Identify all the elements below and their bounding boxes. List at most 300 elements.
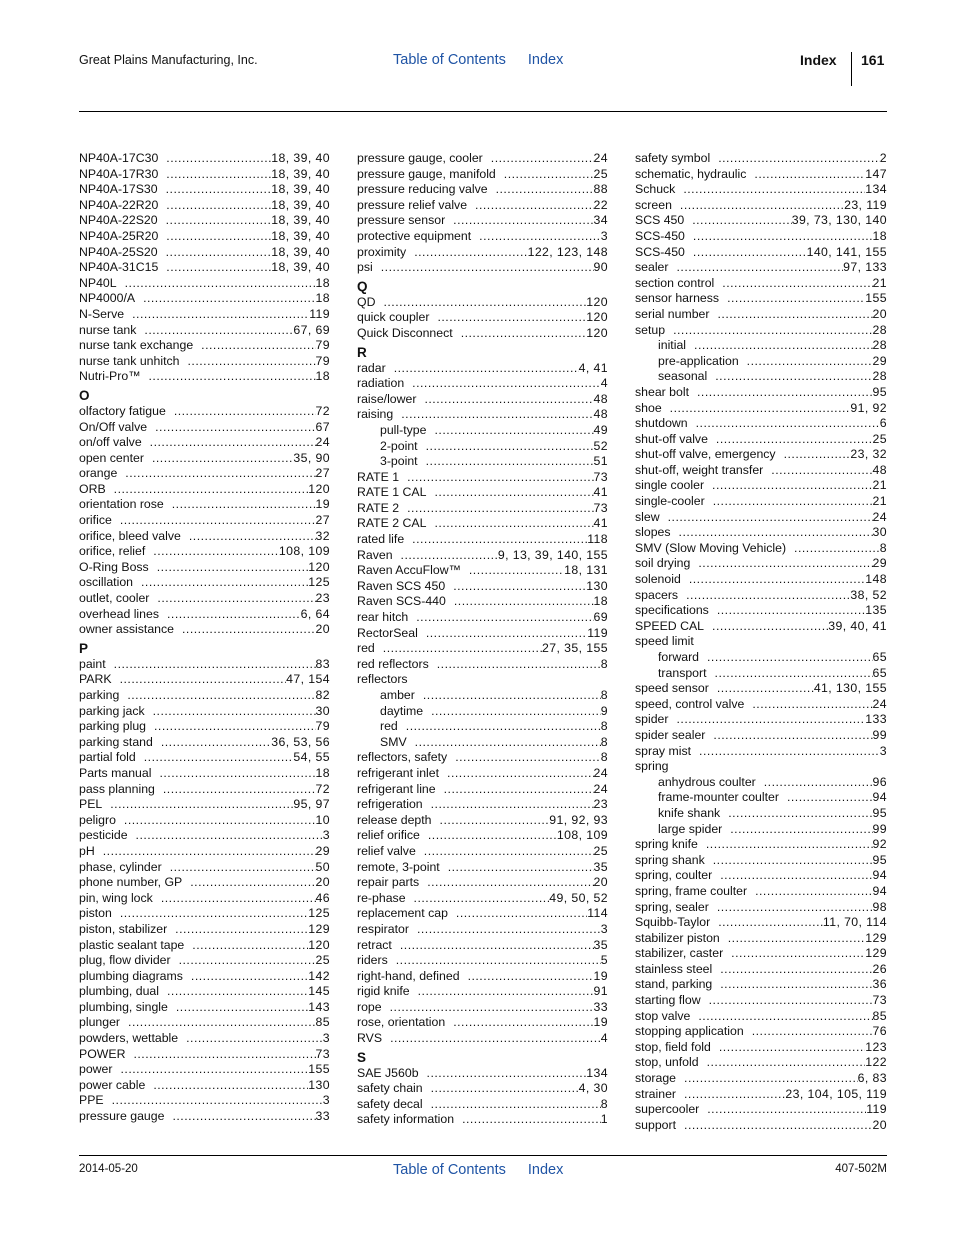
- page-references[interactable]: 19: [593, 1015, 608, 1030]
- page-references[interactable]: 50: [315, 859, 330, 874]
- page-references[interactable]: 20: [315, 875, 330, 890]
- dot-leader: [166, 151, 271, 167]
- page-references[interactable]: 8: [600, 688, 608, 702]
- index-entry: [635, 1102, 887, 1118]
- index-term: orifice, relief: [79, 544, 146, 559]
- page-references[interactable]: 51: [593, 454, 608, 469]
- page-references[interactable]: 18, 39, 40: [271, 213, 330, 228]
- page-references[interactable]: 9: [600, 703, 608, 718]
- dot-leader: [712, 478, 872, 494]
- page-references[interactable]: 130: [586, 578, 608, 593]
- page-references[interactable]: 26: [872, 961, 887, 976]
- page-references[interactable]: 49, 50, 52: [549, 890, 608, 905]
- index-term: NP40A-22R20: [79, 197, 159, 212]
- index-term: orientation rose: [79, 497, 164, 512]
- page-references[interactable]: 120: [308, 559, 330, 574]
- index-term: large spider: [658, 821, 723, 836]
- page-references[interactable]: 4: [600, 376, 608, 391]
- page-references[interactable]: 6, 64: [300, 606, 330, 621]
- index-entry: [635, 229, 887, 245]
- index-term: frame-mounter coulter: [658, 790, 779, 805]
- page-references[interactable]: 30: [872, 525, 887, 540]
- page-references[interactable]: 82: [315, 688, 330, 702]
- index-entry: [357, 548, 608, 564]
- page-references[interactable]: 73: [872, 993, 887, 1008]
- page-references[interactable]: 6, 83: [857, 1071, 887, 1086]
- page-references[interactable]: 18, 39, 40: [271, 197, 330, 212]
- page-references[interactable]: 97, 133: [843, 260, 887, 275]
- index-term: refrigerant line: [357, 781, 436, 796]
- page-references[interactable]: 29: [872, 353, 887, 368]
- page-references[interactable]: 18: [872, 228, 887, 243]
- page-references[interactable]: 122: [865, 1055, 887, 1070]
- dot-leader: [707, 1102, 866, 1118]
- page-references[interactable]: 72: [315, 781, 330, 796]
- page-references[interactable]: 88: [593, 182, 608, 197]
- page-references[interactable]: 18: [315, 765, 330, 780]
- page-references[interactable]: 35: [593, 859, 608, 874]
- page-references[interactable]: 32: [315, 528, 330, 543]
- page-references[interactable]: 24: [315, 435, 330, 450]
- index-entry: [79, 291, 330, 307]
- index-term: nurse tank exchange: [79, 338, 194, 353]
- index-entry: [79, 1047, 330, 1063]
- page-references[interactable]: 27, 35, 155: [542, 641, 608, 656]
- page-references[interactable]: 129: [865, 946, 887, 961]
- index-entry: [79, 276, 330, 292]
- page-references[interactable]: 148: [865, 572, 887, 587]
- page-references[interactable]: 4, 30: [578, 1081, 608, 1096]
- page-references[interactable]: 119: [309, 306, 330, 321]
- page-references[interactable]: 65: [872, 650, 887, 664]
- page-references[interactable]: 38, 52: [850, 587, 887, 602]
- page-references[interactable]: 29: [315, 843, 330, 858]
- dot-leader: [120, 906, 308, 922]
- page-references[interactable]: 36: [872, 977, 887, 992]
- page-references[interactable]: 3: [600, 228, 608, 243]
- dot-leader: [127, 688, 315, 704]
- page-references[interactable]: 91, 92: [850, 400, 887, 415]
- page-references[interactable]: 94: [872, 883, 887, 898]
- page-references[interactable]: 85: [872, 1008, 887, 1023]
- page-references[interactable]: 24: [593, 781, 608, 796]
- index-entry: [357, 938, 608, 954]
- index-subentry: [635, 806, 887, 822]
- page-references[interactable]: 8: [600, 734, 608, 749]
- page-references[interactable]: 143: [308, 999, 330, 1014]
- index-entry: [79, 323, 330, 339]
- page-references[interactable]: 30: [315, 703, 330, 718]
- page-references[interactable]: 134: [865, 182, 887, 197]
- page-references[interactable]: 108, 109: [556, 828, 608, 843]
- page-references[interactable]: 48: [872, 462, 887, 477]
- page-references[interactable]: 25: [593, 166, 608, 181]
- page-references[interactable]: 8: [600, 1096, 608, 1111]
- index-letter-heading: O: [79, 387, 90, 403]
- page-references[interactable]: 49: [593, 422, 608, 437]
- page-references[interactable]: 19: [315, 497, 330, 512]
- page-references[interactable]: 129: [865, 930, 887, 945]
- page-references[interactable]: 142: [308, 968, 330, 983]
- index-entry: [635, 432, 887, 448]
- page-references[interactable]: 21: [872, 494, 887, 509]
- page-references[interactable]: 133: [865, 712, 887, 727]
- index-term: RATE 1 CAL: [357, 485, 427, 500]
- page-references[interactable]: 6: [879, 416, 887, 431]
- page-references[interactable]: 73: [593, 500, 608, 515]
- page-references[interactable]: 108, 109: [278, 544, 330, 559]
- dot-leader: [418, 984, 594, 1000]
- dot-leader: [713, 853, 873, 869]
- page-references[interactable]: 48: [593, 407, 608, 422]
- page-references[interactable]: 73: [593, 469, 608, 484]
- page-references[interactable]: 27: [315, 466, 330, 481]
- page-references[interactable]: 83: [315, 656, 330, 671]
- page-references[interactable]: 35: [593, 937, 608, 952]
- page-references[interactable]: 125: [308, 575, 330, 590]
- page-references[interactable]: 91, 92, 93: [549, 812, 608, 827]
- dot-leader: [153, 704, 316, 720]
- dot-leader: [103, 844, 316, 860]
- index-term: Raven: [357, 547, 393, 562]
- page-references[interactable]: 72: [315, 403, 330, 418]
- dot-leader: [182, 622, 316, 638]
- page-references[interactable]: 130: [308, 1077, 330, 1092]
- index-term: SMV: [380, 734, 407, 749]
- page-references[interactable]: 65: [872, 665, 887, 680]
- index-entry: [635, 416, 887, 432]
- dot-leader: [683, 182, 865, 198]
- page-references[interactable]: 46: [315, 890, 330, 905]
- page-references[interactable]: 85: [315, 1015, 330, 1030]
- dot-leader: [448, 860, 594, 876]
- index-entry: [357, 610, 608, 626]
- index-entry: [635, 588, 887, 604]
- dot-leader: [157, 560, 309, 576]
- index-term: NP40A-31C15: [79, 260, 159, 275]
- page-references[interactable]: 18, 131: [564, 563, 608, 578]
- page-references[interactable]: 120: [586, 294, 608, 309]
- dot-leader: [718, 915, 823, 931]
- index-term: shoe: [635, 400, 662, 415]
- page-references[interactable]: 20: [872, 306, 887, 321]
- dot-leader: [424, 844, 594, 860]
- page-references[interactable]: 52: [593, 438, 608, 453]
- page-references[interactable]: 95: [872, 384, 887, 399]
- page-references[interactable]: 95, 97: [293, 797, 330, 812]
- index-term: soil drying: [635, 556, 691, 571]
- page-references[interactable]: 24: [872, 696, 887, 711]
- dot-leader: [431, 1081, 579, 1097]
- index-entry: [635, 198, 887, 214]
- page-references[interactable]: 8: [600, 656, 608, 671]
- dot-leader: [437, 657, 601, 673]
- index-letter-heading: R: [357, 344, 367, 360]
- page-references[interactable]: 94: [872, 868, 887, 883]
- index-entry: [357, 310, 608, 326]
- dot-leader: [444, 782, 594, 798]
- page-references[interactable]: 47, 154: [286, 672, 330, 687]
- index-term: speed, control valve: [635, 696, 745, 711]
- page-references[interactable]: 145: [308, 984, 330, 999]
- index-entry: [357, 182, 608, 198]
- page-references[interactable]: 19: [593, 968, 608, 983]
- page-references[interactable]: 29: [872, 556, 887, 571]
- page-references[interactable]: 27: [315, 513, 330, 528]
- dot-leader: [128, 1015, 315, 1031]
- page-references[interactable]: 8: [600, 719, 608, 734]
- page-references[interactable]: 33: [315, 1109, 330, 1124]
- page-references[interactable]: 11, 70, 114: [822, 915, 887, 930]
- page-references[interactable]: 28: [872, 322, 887, 337]
- index-entry: [357, 657, 608, 673]
- footer-nav: [393, 1162, 581, 1178]
- page-references[interactable]: 3: [322, 1031, 330, 1046]
- page-references[interactable]: 23, 32: [850, 447, 887, 462]
- page-references[interactable]: 54, 55: [293, 750, 330, 765]
- index-entry: [79, 369, 330, 385]
- page-references[interactable]: 35, 90: [293, 450, 330, 465]
- page-references[interactable]: 18: [315, 369, 330, 384]
- page-references[interactable]: 39, 40, 41: [828, 618, 887, 633]
- page-references[interactable]: 76: [872, 1024, 887, 1039]
- index-entry: [635, 837, 887, 853]
- index-entry: [635, 167, 887, 183]
- page-references[interactable]: 120: [308, 481, 330, 496]
- page-references[interactable]: 95: [872, 805, 887, 820]
- index-entry: [635, 634, 887, 650]
- index-subentry: [635, 338, 887, 354]
- page-references[interactable]: 147: [865, 166, 887, 181]
- page-references[interactable]: 24: [872, 509, 887, 524]
- index-link[interactable]: Index: [527, 1162, 564, 1178]
- page-references[interactable]: 23: [315, 591, 330, 606]
- dot-leader: [186, 1031, 323, 1047]
- index-term: relief orifice: [357, 828, 420, 843]
- page-references[interactable]: 24: [593, 151, 608, 165]
- page-references[interactable]: 25: [872, 431, 887, 446]
- page-references[interactable]: 28: [872, 369, 887, 384]
- index-entry: [357, 844, 608, 860]
- page-references[interactable]: 125: [308, 906, 330, 921]
- dot-leader: [752, 1024, 873, 1040]
- index-term: safety information: [357, 1112, 455, 1127]
- index-entry: [79, 1109, 330, 1125]
- index-entry: [357, 828, 608, 844]
- page-references[interactable]: 18, 39, 40: [271, 228, 330, 243]
- page-references[interactable]: 3: [879, 743, 887, 758]
- page-references[interactable]: 73: [315, 1046, 330, 1061]
- index-entry: [357, 969, 608, 985]
- page-references[interactable]: 34: [593, 213, 608, 228]
- page-references[interactable]: 41: [593, 516, 608, 531]
- index-entry: [79, 338, 330, 354]
- page-references[interactable]: 120: [586, 325, 608, 340]
- index-entry: [79, 622, 330, 638]
- index-term: plastic sealant tape: [79, 937, 185, 952]
- page-references[interactable]: 8: [879, 540, 887, 555]
- index-term: orifice, bleed valve: [79, 528, 181, 543]
- index-entry: [79, 688, 330, 704]
- page-references[interactable]: 4: [600, 1031, 608, 1046]
- page-references[interactable]: 20: [593, 875, 608, 890]
- page-references[interactable]: 41: [593, 485, 608, 500]
- page-references[interactable]: 18, 39, 40: [271, 166, 330, 181]
- page-references[interactable]: 96: [872, 774, 887, 789]
- page-references[interactable]: 23, 119: [844, 197, 887, 212]
- page-references[interactable]: 18, 39, 40: [271, 260, 330, 275]
- page-references[interactable]: 69: [593, 610, 608, 625]
- page-references[interactable]: 119: [587, 625, 608, 640]
- page-references[interactable]: 99: [872, 727, 887, 742]
- index-term: RectorSeal: [357, 625, 418, 640]
- index-entry: [79, 953, 330, 969]
- index-subentry: [635, 775, 887, 791]
- index-entry: [79, 797, 330, 813]
- index-entry: [635, 853, 887, 869]
- index-entry: [635, 884, 887, 900]
- dot-leader: [414, 891, 550, 907]
- page-references[interactable]: 3: [322, 828, 330, 843]
- dot-leader: [114, 482, 309, 498]
- dot-leader: [427, 1066, 587, 1082]
- page-references[interactable]: 21: [872, 275, 887, 290]
- dot-leader: [668, 510, 873, 526]
- page-references[interactable]: 95: [872, 852, 887, 867]
- page-references[interactable]: 129: [308, 921, 330, 936]
- page-references[interactable]: 18, 39, 40: [271, 244, 330, 259]
- page-references[interactable]: 2: [879, 151, 887, 165]
- index-entry: [635, 276, 887, 292]
- page-references[interactable]: 36, 53, 56: [271, 734, 330, 749]
- page-references[interactable]: 120: [308, 937, 330, 952]
- page-references[interactable]: 140, 141, 155: [806, 244, 887, 259]
- index-term: spring: [635, 759, 669, 774]
- page-references[interactable]: 18: [315, 275, 330, 290]
- index-entry: [79, 1062, 330, 1078]
- index-term: Schuck: [635, 182, 676, 197]
- dot-leader: [727, 291, 865, 307]
- page-references[interactable]: 67, 69: [293, 322, 330, 337]
- page-references[interactable]: 28: [872, 338, 887, 353]
- page-references[interactable]: 122, 123, 148: [527, 244, 608, 259]
- page-references[interactable]: 48: [593, 391, 608, 406]
- page-references[interactable]: 79: [315, 719, 330, 734]
- page-references[interactable]: 155: [308, 1062, 330, 1077]
- page-references[interactable]: 98: [872, 899, 887, 914]
- index-term: peligro: [79, 812, 116, 827]
- dot-leader: [447, 766, 593, 782]
- page-references[interactable]: 21: [872, 478, 887, 493]
- page-references[interactable]: 18, 39, 40: [271, 151, 330, 165]
- page-references[interactable]: 22: [593, 197, 608, 212]
- dot-leader: [166, 260, 271, 276]
- index-term: pass planning: [79, 781, 155, 796]
- page-references[interactable]: 118: [587, 532, 608, 547]
- index-entry: [635, 291, 887, 307]
- page-references[interactable]: 25: [315, 953, 330, 968]
- page-references[interactable]: 92: [872, 837, 887, 852]
- index-entry: [635, 1118, 887, 1134]
- page-references[interactable]: 10: [315, 812, 330, 827]
- page-references[interactable]: 18: [593, 594, 608, 609]
- page-references[interactable]: 24: [593, 765, 608, 780]
- index-term: on/off valve: [79, 435, 142, 450]
- index-entry: [357, 891, 608, 907]
- header-rule: [79, 111, 887, 112]
- page-references[interactable]: 3: [322, 1093, 330, 1108]
- index-link[interactable]: Index: [527, 52, 564, 68]
- index-term: stopping application: [635, 1024, 744, 1039]
- index-entry: [635, 556, 887, 572]
- page-references[interactable]: 39, 73, 130, 140: [791, 213, 887, 228]
- index-term: Parts manual: [79, 765, 152, 780]
- page-references[interactable]: 33: [593, 999, 608, 1014]
- page-references[interactable]: 25: [593, 843, 608, 858]
- page-references[interactable]: 8: [600, 750, 608, 765]
- page-references[interactable]: 4, 41: [578, 360, 608, 375]
- page-references[interactable]: 1: [600, 1112, 608, 1127]
- page-references[interactable]: 41, 130, 155: [813, 681, 887, 696]
- index-term: QD: [357, 294, 376, 309]
- index-term: Quick Disconnect: [357, 325, 453, 340]
- page-references[interactable]: 79: [315, 353, 330, 368]
- index-term: RATE 2 CAL: [357, 516, 427, 531]
- index-letter-heading: S: [357, 1049, 367, 1065]
- page-references[interactable]: 91: [593, 984, 608, 999]
- dot-leader: [717, 681, 814, 697]
- index-entry: [635, 619, 887, 635]
- page-references[interactable]: 90: [593, 260, 608, 275]
- page-references[interactable]: 20: [315, 622, 330, 637]
- page-references[interactable]: 9, 13, 39, 140, 155: [497, 547, 608, 562]
- index-entry: [635, 401, 887, 417]
- page-references[interactable]: 23, 104, 105, 119: [785, 1086, 887, 1101]
- index-term: pressure relief valve: [357, 197, 468, 212]
- page-references[interactable]: 119: [866, 1102, 887, 1117]
- index-entry: [635, 494, 887, 510]
- dot-leader: [192, 938, 308, 954]
- page-references[interactable]: 99: [872, 821, 887, 836]
- page-references[interactable]: 120: [586, 310, 608, 325]
- page-references[interactable]: 79: [315, 338, 330, 353]
- index-term: radar: [357, 360, 386, 375]
- toc-link[interactable]: Table of Contents: [393, 1162, 506, 1178]
- index-entry: [79, 750, 330, 766]
- index-entry: [79, 591, 330, 607]
- page-references[interactable]: 5: [600, 953, 608, 968]
- page-references[interactable]: 3: [600, 921, 608, 936]
- page-references[interactable]: 20: [872, 1117, 887, 1132]
- page-references[interactable]: 135: [865, 603, 887, 618]
- page-references[interactable]: 23: [593, 797, 608, 812]
- index-entry: [357, 245, 608, 261]
- toc-link[interactable]: Table of Contents: [393, 52, 506, 68]
- index-term: shear bolt: [635, 384, 690, 399]
- page-references[interactable]: 18: [315, 291, 330, 306]
- dot-leader: [401, 407, 593, 423]
- dot-leader: [152, 451, 293, 467]
- page-references[interactable]: 94: [872, 790, 887, 805]
- index-term: single-cooler: [635, 494, 705, 509]
- page-references[interactable]: 155: [865, 291, 887, 306]
- page-references[interactable]: 67: [315, 419, 330, 434]
- page-references[interactable]: 18, 39, 40: [271, 182, 330, 197]
- page-references[interactable]: 123: [865, 1039, 887, 1054]
- page-references[interactable]: 134: [586, 1065, 608, 1080]
- page-references[interactable]: 114: [587, 906, 608, 921]
- dot-leader: [149, 369, 316, 385]
